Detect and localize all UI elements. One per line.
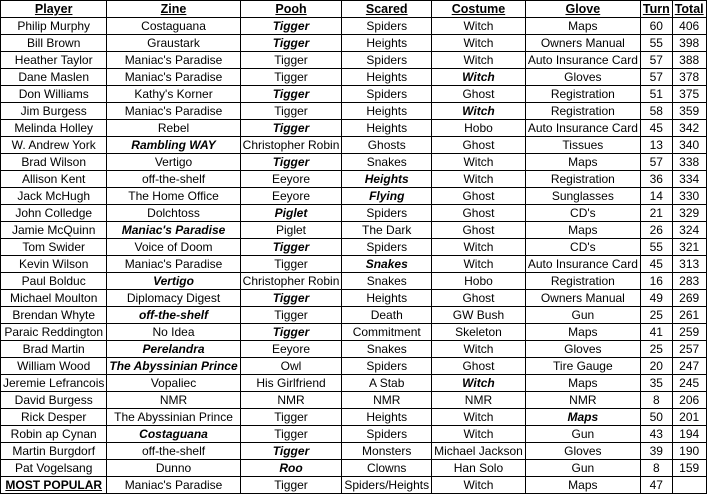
cell-pooh: Christopher Robin <box>240 273 342 290</box>
cell-zine: The Abyssinian Prince <box>107 358 240 375</box>
table-row <box>1 222 707 239</box>
cell-turn: 55 <box>640 239 672 256</box>
cell-scared: Heights <box>342 290 432 307</box>
col-header-player: Player <box>1 1 107 18</box>
cell-zine: Voice of Doom <box>107 239 240 256</box>
table-row <box>1 205 707 222</box>
cell-player: John Colledge <box>1 205 107 222</box>
cell-costume: Ghost <box>432 358 526 375</box>
cell-pooh: Tigger <box>240 69 342 86</box>
cell-turn: 45 <box>640 256 672 273</box>
cell-costume: Ghost <box>432 290 526 307</box>
cell-scared: The Dark <box>342 222 432 239</box>
cell-glove: Gloves <box>525 69 640 86</box>
cell-total: 259 <box>672 324 706 341</box>
cell-zine: Rebel <box>107 120 240 137</box>
cell-turn: 14 <box>640 188 672 205</box>
cell-glove: Gloves <box>525 443 640 460</box>
cell-pooh: Tigger <box>240 154 342 171</box>
cell-scared: Monsters <box>342 443 432 460</box>
cell-costume: Witch <box>432 154 526 171</box>
cell-total: 406 <box>672 18 706 35</box>
cell-player: Don Williams <box>1 86 107 103</box>
cell-pooh: Tigger <box>240 18 342 35</box>
cell-glove: Maps <box>525 324 640 341</box>
cell-costume: Ghost <box>432 137 526 154</box>
table-row <box>1 273 707 290</box>
cell-turn: 50 <box>640 409 672 426</box>
cell-glove: Auto Insurance Card <box>525 256 640 273</box>
cell-zine: Diplomacy Digest <box>107 290 240 307</box>
cell-costume: Skeleton <box>432 324 526 341</box>
cell-pooh: Tigger <box>240 307 342 324</box>
popular-total <box>672 477 706 494</box>
cell-turn: 21 <box>640 205 672 222</box>
table-row <box>1 460 707 477</box>
cell-glove: Auto Insurance Card <box>525 52 640 69</box>
cell-turn: 57 <box>640 154 672 171</box>
cell-glove: Owners Manual <box>525 35 640 52</box>
cell-scared: Heights <box>342 103 432 120</box>
cell-zine: off-the-shelf <box>107 307 240 324</box>
cell-turn: 60 <box>640 18 672 35</box>
table-row <box>1 341 707 358</box>
cell-player: David Burgess <box>1 392 107 409</box>
cell-player: Paraic Reddington <box>1 324 107 341</box>
popular-glove: Maps <box>525 477 640 494</box>
cell-pooh: Eeyore <box>240 188 342 205</box>
cell-scared: Spiders <box>342 239 432 256</box>
cell-pooh: Tigger <box>240 443 342 460</box>
cell-total: 247 <box>672 358 706 375</box>
cell-total: 375 <box>672 86 706 103</box>
cell-scared: Heights <box>342 69 432 86</box>
cell-turn: 45 <box>640 120 672 137</box>
cell-turn: 13 <box>640 137 672 154</box>
cell-player: Jim Burgess <box>1 103 107 120</box>
table-row <box>1 409 707 426</box>
cell-scared: NMR <box>342 392 432 409</box>
cell-glove: Sunglasses <box>525 188 640 205</box>
cell-zine: Vertigo <box>107 273 240 290</box>
cell-glove: Maps <box>525 409 640 426</box>
popular-costume: Witch <box>432 477 526 494</box>
popular-zine: Maniac's Paradise <box>107 477 240 494</box>
cell-turn: 35 <box>640 375 672 392</box>
cell-scared: Clowns <box>342 460 432 477</box>
cell-total: 269 <box>672 290 706 307</box>
cell-total: 324 <box>672 222 706 239</box>
cell-player: Brad Wilson <box>1 154 107 171</box>
table-row <box>1 290 707 307</box>
cell-zine: Maniac's Paradise <box>107 52 240 69</box>
cell-pooh: Piglet <box>240 222 342 239</box>
cell-costume: NMR <box>432 392 526 409</box>
cell-scared: Snakes <box>342 154 432 171</box>
cell-zine: Maniac's Paradise <box>107 103 240 120</box>
cell-glove: Maps <box>525 18 640 35</box>
cell-turn: 43 <box>640 426 672 443</box>
cell-player: Martin Burgdorf <box>1 443 107 460</box>
popular-turn: 47 <box>640 477 672 494</box>
cell-zine: Costaguana <box>107 426 240 443</box>
cell-player: Jeremie Lefrancois <box>1 375 107 392</box>
cell-player: Pat Vogelsang <box>1 460 107 477</box>
cell-zine: off-the-shelf <box>107 171 240 188</box>
cell-turn: 36 <box>640 171 672 188</box>
cell-total: 159 <box>672 460 706 477</box>
table-row <box>1 324 707 341</box>
cell-player: W. Andrew York <box>1 137 107 154</box>
cell-player: Robin ap Cynan <box>1 426 107 443</box>
cell-glove: Owners Manual <box>525 290 640 307</box>
cell-glove: Registration <box>525 86 640 103</box>
cell-glove: Maps <box>525 375 640 392</box>
cell-player: Brendan Whyte <box>1 307 107 324</box>
cell-total: 338 <box>672 154 706 171</box>
col-header-turn: Turn <box>640 1 672 18</box>
cell-zine: Maniac's Paradise <box>107 256 240 273</box>
cell-glove: Maps <box>525 154 640 171</box>
table-row <box>1 35 707 52</box>
cell-glove: CD's <box>525 205 640 222</box>
cell-total: 206 <box>672 392 706 409</box>
cell-zine: Graustark <box>107 35 240 52</box>
cell-glove: Gloves <box>525 341 640 358</box>
cell-total: 342 <box>672 120 706 137</box>
cell-zine: Maniac's Paradise <box>107 222 240 239</box>
cell-scared: Spiders <box>342 426 432 443</box>
cell-pooh: Tigger <box>240 426 342 443</box>
cell-glove: Maps <box>525 222 640 239</box>
cell-total: 283 <box>672 273 706 290</box>
cell-total: 378 <box>672 69 706 86</box>
most-popular-label: MOST POPULAR <box>1 477 107 494</box>
cell-scared: Spiders <box>342 205 432 222</box>
cell-costume: Witch <box>432 18 526 35</box>
cell-zine: Kathy's Korner <box>107 86 240 103</box>
table-row <box>1 307 707 324</box>
cell-scared: Spiders <box>342 86 432 103</box>
cell-player: Dane Maslen <box>1 69 107 86</box>
cell-turn: 51 <box>640 86 672 103</box>
cell-turn: 20 <box>640 358 672 375</box>
table-row <box>1 256 707 273</box>
cell-total: 194 <box>672 426 706 443</box>
cell-glove: Gun <box>525 307 640 324</box>
cell-costume: Ghost <box>432 86 526 103</box>
col-header-pooh: Pooh <box>240 1 342 18</box>
cell-turn: 26 <box>640 222 672 239</box>
table-row <box>1 103 707 120</box>
cell-player: Michael Moulton <box>1 290 107 307</box>
cell-total: 334 <box>672 171 706 188</box>
cell-pooh: Tigger <box>240 409 342 426</box>
cell-pooh: Eeyore <box>240 341 342 358</box>
cell-turn: 8 <box>640 392 672 409</box>
cell-costume: Ghost <box>432 188 526 205</box>
cell-zine: No Idea <box>107 324 240 341</box>
cell-player: William Wood <box>1 358 107 375</box>
cell-pooh: Tigger <box>240 324 342 341</box>
cell-pooh: Piglet <box>240 205 342 222</box>
cell-total: 359 <box>672 103 706 120</box>
cell-scared: Heights <box>342 171 432 188</box>
cell-scared: A Stab <box>342 375 432 392</box>
cell-turn: 57 <box>640 69 672 86</box>
cell-total: 388 <box>672 52 706 69</box>
cell-costume: GW Bush <box>432 307 526 324</box>
cell-zine: The Abyssinian Prince <box>107 409 240 426</box>
cell-player: Heather Taylor <box>1 52 107 69</box>
cell-costume: Witch <box>432 256 526 273</box>
cell-zine: NMR <box>107 392 240 409</box>
cell-zine: Perelandra <box>107 341 240 358</box>
cell-costume: Witch <box>432 103 526 120</box>
cell-pooh: Christopher Robin <box>240 137 342 154</box>
cell-pooh: Tigger <box>240 52 342 69</box>
cell-costume: Witch <box>432 69 526 86</box>
cell-total: 340 <box>672 137 706 154</box>
cell-turn: 41 <box>640 324 672 341</box>
cell-turn: 39 <box>640 443 672 460</box>
table-row <box>1 426 707 443</box>
table-row <box>1 188 707 205</box>
cell-glove: Registration <box>525 171 640 188</box>
cell-player: Bill Brown <box>1 35 107 52</box>
table-row <box>1 358 707 375</box>
cell-costume: Witch <box>432 375 526 392</box>
cell-zine: Dolchtoss <box>107 205 240 222</box>
cell-scared: Ghosts <box>342 137 432 154</box>
cell-total: 261 <box>672 307 706 324</box>
cell-glove: CD's <box>525 239 640 256</box>
cell-turn: 57 <box>640 52 672 69</box>
cell-turn: 16 <box>640 273 672 290</box>
table-row <box>1 52 707 69</box>
cell-zine: Maniac's Paradise <box>107 69 240 86</box>
cell-costume: Ghost <box>432 205 526 222</box>
cell-total: 245 <box>672 375 706 392</box>
cell-total: 313 <box>672 256 706 273</box>
popular-scared: Spiders/Heights <box>342 477 432 494</box>
cell-costume: Witch <box>432 409 526 426</box>
cell-pooh: Tigger <box>240 256 342 273</box>
cell-pooh: Tigger <box>240 239 342 256</box>
header-row <box>1 1 707 18</box>
cell-zine: Dunno <box>107 460 240 477</box>
cell-costume: Witch <box>432 35 526 52</box>
cell-pooh: Tigger <box>240 86 342 103</box>
cell-pooh: Owl <box>240 358 342 375</box>
cell-zine: Vopaliec <box>107 375 240 392</box>
cell-scared: Heights <box>342 409 432 426</box>
cell-total: 321 <box>672 239 706 256</box>
cell-pooh: Tigger <box>240 290 342 307</box>
cell-scared: Heights <box>342 120 432 137</box>
cell-glove: Gun <box>525 460 640 477</box>
cell-turn: 58 <box>640 103 672 120</box>
cell-scared: Snakes <box>342 256 432 273</box>
cell-total: 330 <box>672 188 706 205</box>
cell-glove: Auto Insurance Card <box>525 120 640 137</box>
cell-turn: 25 <box>640 341 672 358</box>
cell-costume: Ghost <box>432 222 526 239</box>
cell-total: 190 <box>672 443 706 460</box>
cell-player: Allison Kent <box>1 171 107 188</box>
cell-pooh: Tigger <box>240 120 342 137</box>
cell-glove: Tissues <box>525 137 640 154</box>
cell-pooh: Eeyore <box>240 171 342 188</box>
cell-costume: Hobo <box>432 273 526 290</box>
cell-player: Paul Bolduc <box>1 273 107 290</box>
cell-glove: Registration <box>525 273 640 290</box>
cell-glove: Gun <box>525 426 640 443</box>
cell-costume: Hobo <box>432 120 526 137</box>
cell-scared: Flying <box>342 188 432 205</box>
cell-total: 201 <box>672 409 706 426</box>
cell-turn: 8 <box>640 460 672 477</box>
cell-scared: Spiders <box>342 52 432 69</box>
cell-scared: Snakes <box>342 273 432 290</box>
cell-costume: Witch <box>432 426 526 443</box>
cell-costume: Witch <box>432 341 526 358</box>
col-header-costume: Costume <box>432 1 526 18</box>
table-row <box>1 137 707 154</box>
cell-player: Melinda Holley <box>1 120 107 137</box>
table-row <box>1 18 707 35</box>
cell-pooh: Tigger <box>240 35 342 52</box>
cell-player: Jamie McQuinn <box>1 222 107 239</box>
cell-player: Tom Swider <box>1 239 107 256</box>
cell-scared: Spiders <box>342 18 432 35</box>
cell-scared: Heights <box>342 35 432 52</box>
cell-zine: The Home Office <box>107 188 240 205</box>
cell-pooh: NMR <box>240 392 342 409</box>
cell-scared: Snakes <box>342 341 432 358</box>
cell-total: 398 <box>672 35 706 52</box>
cell-player: Philip Murphy <box>1 18 107 35</box>
cell-turn: 49 <box>640 290 672 307</box>
cell-turn: 55 <box>640 35 672 52</box>
cell-glove: Tire Gauge <box>525 358 640 375</box>
cell-pooh: Tigger <box>240 103 342 120</box>
table-row <box>1 392 707 409</box>
cell-costume: Michael Jackson <box>432 443 526 460</box>
cell-zine: Vertigo <box>107 154 240 171</box>
cell-costume: Witch <box>432 52 526 69</box>
cell-player: Brad Martin <box>1 341 107 358</box>
table-row <box>1 120 707 137</box>
cell-costume: Witch <box>432 239 526 256</box>
table-row <box>1 154 707 171</box>
most-popular-row <box>1 477 707 494</box>
cell-scared: Death <box>342 307 432 324</box>
cell-glove: NMR <box>525 392 640 409</box>
cell-costume: Witch <box>432 171 526 188</box>
table-row <box>1 239 707 256</box>
table-row <box>1 171 707 188</box>
popular-pooh: Tigger <box>240 477 342 494</box>
cell-zine: Rambling WAY <box>107 137 240 154</box>
cell-scared: Commitment <box>342 324 432 341</box>
table-row <box>1 443 707 460</box>
cell-total: 329 <box>672 205 706 222</box>
col-header-glove: Glove <box>525 1 640 18</box>
cell-player: Kevin Wilson <box>1 256 107 273</box>
table-row <box>1 86 707 103</box>
cell-pooh: His Girlfriend <box>240 375 342 392</box>
cell-glove: Registration <box>525 103 640 120</box>
col-header-total: Total <box>672 1 706 18</box>
table-row <box>1 375 707 392</box>
table-row <box>1 69 707 86</box>
col-header-zine: Zine <box>107 1 240 18</box>
col-header-scared: Scared <box>342 1 432 18</box>
cell-zine: off-the-shelf <box>107 443 240 460</box>
cell-pooh: Roo <box>240 460 342 477</box>
cell-zine: Costaguana <box>107 18 240 35</box>
cell-scared: Spiders <box>342 358 432 375</box>
cell-total: 257 <box>672 341 706 358</box>
cell-turn: 25 <box>640 307 672 324</box>
cell-player: Jack McHugh <box>1 188 107 205</box>
cell-player: Rick Desper <box>1 409 107 426</box>
cell-costume: Han Solo <box>432 460 526 477</box>
